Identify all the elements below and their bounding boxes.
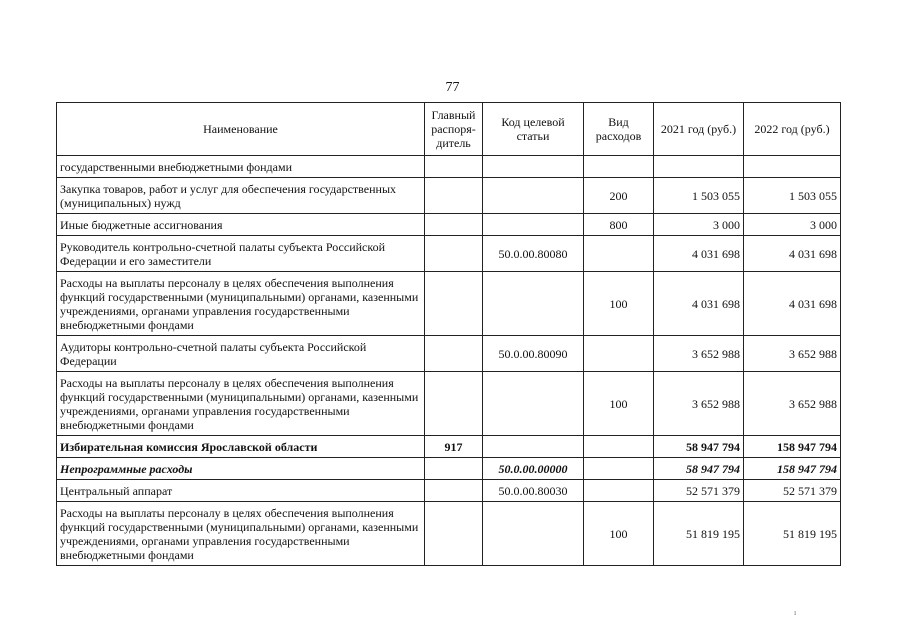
row-amount-2022: 4 031 698 (744, 236, 841, 272)
row-expense-type: 200 (584, 178, 654, 214)
table-row (57, 236, 841, 272)
row-amount-2021 (654, 156, 744, 178)
header-name: Наименование (57, 103, 425, 156)
row-main-manager (425, 272, 483, 336)
row-expense-type (584, 480, 654, 502)
row-name: Аудиторы контрольно-счетной палаты субъекта Российской Федерации (57, 336, 425, 372)
row-expense-type (584, 236, 654, 272)
row-main-manager (425, 458, 483, 480)
row-amount-2021: 3 000 (654, 214, 744, 236)
row-expense-type (584, 436, 654, 458)
header-year-2022: 2022 год (руб.) (744, 103, 841, 156)
table-row (57, 178, 841, 214)
row-target-code (483, 272, 584, 336)
row-target-code (483, 214, 584, 236)
table-row (57, 214, 841, 236)
table-row (57, 502, 841, 566)
row-amount-2022: 3 000 (744, 214, 841, 236)
budget-table (56, 102, 841, 566)
row-amount-2021: 4 031 698 (654, 272, 744, 336)
table-row (57, 458, 841, 480)
row-amount-2021: 3 652 988 (654, 372, 744, 436)
row-amount-2021: 51 819 195 (654, 502, 744, 566)
row-amount-2022: 158 947 794 (744, 436, 841, 458)
row-expense-type (584, 458, 654, 480)
row-target-code: 50.0.00.80090 (483, 336, 584, 372)
row-amount-2022: 1 503 055 (744, 178, 841, 214)
row-main-manager (425, 156, 483, 178)
row-name: Руководитель контрольно-счетной палаты субъекта Российской Федерации и его заместители (57, 236, 425, 272)
row-amount-2021: 3 652 988 (654, 336, 744, 372)
row-main-manager (425, 502, 483, 566)
row-target-code (483, 178, 584, 214)
row-name: Расходы на выплаты персоналу в целях обеспечения выполнения функций государственными (муниципальными) органами, казенными учреждениями, органами управления государственными внебюджетными фондами (57, 372, 425, 436)
table-row (57, 436, 841, 458)
row-name: государственными внебюджетными фондами (57, 156, 425, 178)
header-expense-type: Вид расходов (584, 103, 654, 156)
row-name: Иные бюджетные ассигнования (57, 214, 425, 236)
row-expense-type (584, 336, 654, 372)
header-target-code: Код целевой статьи (483, 103, 584, 156)
row-target-code: 50.0.00.80080 (483, 236, 584, 272)
row-target-code: 50.0.00.80030 (483, 480, 584, 502)
row-target-code (483, 156, 584, 178)
row-amount-2021: 4 031 698 (654, 236, 744, 272)
row-amount-2022: 4 031 698 (744, 272, 841, 336)
row-main-manager: 917 (425, 436, 483, 458)
table-row (57, 336, 841, 372)
header-main-manager: Главный распоря-дитель (425, 103, 483, 156)
row-amount-2022: 51 819 195 (744, 502, 841, 566)
row-main-manager (425, 336, 483, 372)
row-expense-type: 100 (584, 372, 654, 436)
scan-mark: ı (794, 608, 797, 617)
row-amount-2022: 52 571 379 (744, 480, 841, 502)
table-row (57, 372, 841, 436)
row-expense-type (584, 156, 654, 178)
row-amount-2022: 3 652 988 (744, 372, 841, 436)
row-amount-2021: 1 503 055 (654, 178, 744, 214)
row-target-code: 50.0.00.00000 (483, 458, 584, 480)
row-main-manager (425, 178, 483, 214)
row-target-code (483, 502, 584, 566)
row-expense-type: 800 (584, 214, 654, 236)
table-row (57, 272, 841, 336)
row-target-code (483, 372, 584, 436)
row-name: Центральный аппарат (57, 480, 425, 502)
row-name: Закупка товаров, работ и услуг для обеспечения государственных (муниципальных) нужд (57, 178, 425, 214)
row-amount-2021: 58 947 794 (654, 436, 744, 458)
row-expense-type: 100 (584, 272, 654, 336)
row-main-manager (425, 214, 483, 236)
row-target-code (483, 436, 584, 458)
row-name: Избирательная комиссия Ярославской области (57, 436, 425, 458)
row-main-manager (425, 480, 483, 502)
row-name: Непрограммные расходы (57, 458, 425, 480)
row-amount-2022: 3 652 988 (744, 336, 841, 372)
row-main-manager (425, 372, 483, 436)
row-name: Расходы на выплаты персоналу в целях обеспечения выполнения функций государственными (муниципальными) органами, казенными учреждениями, органами управления государственными внебюджетными фондами (57, 272, 425, 336)
table-row (57, 156, 841, 178)
row-main-manager (425, 236, 483, 272)
table-row (57, 480, 841, 502)
header-year-2021: 2021 год (руб.) (654, 103, 744, 156)
table-header-row (57, 103, 841, 156)
row-amount-2021: 52 571 379 (654, 480, 744, 502)
page-number: 77 (445, 80, 460, 95)
row-amount-2022: 158 947 794 (744, 458, 841, 480)
row-amount-2022 (744, 156, 841, 178)
row-name: Расходы на выплаты персоналу в целях обеспечения выполнения функций государственными (муниципальными) органами, казенными учреждениями, органами управления государственными внебюджетными фондами (57, 502, 425, 566)
row-expense-type: 100 (584, 502, 654, 566)
row-amount-2021: 58 947 794 (654, 458, 744, 480)
